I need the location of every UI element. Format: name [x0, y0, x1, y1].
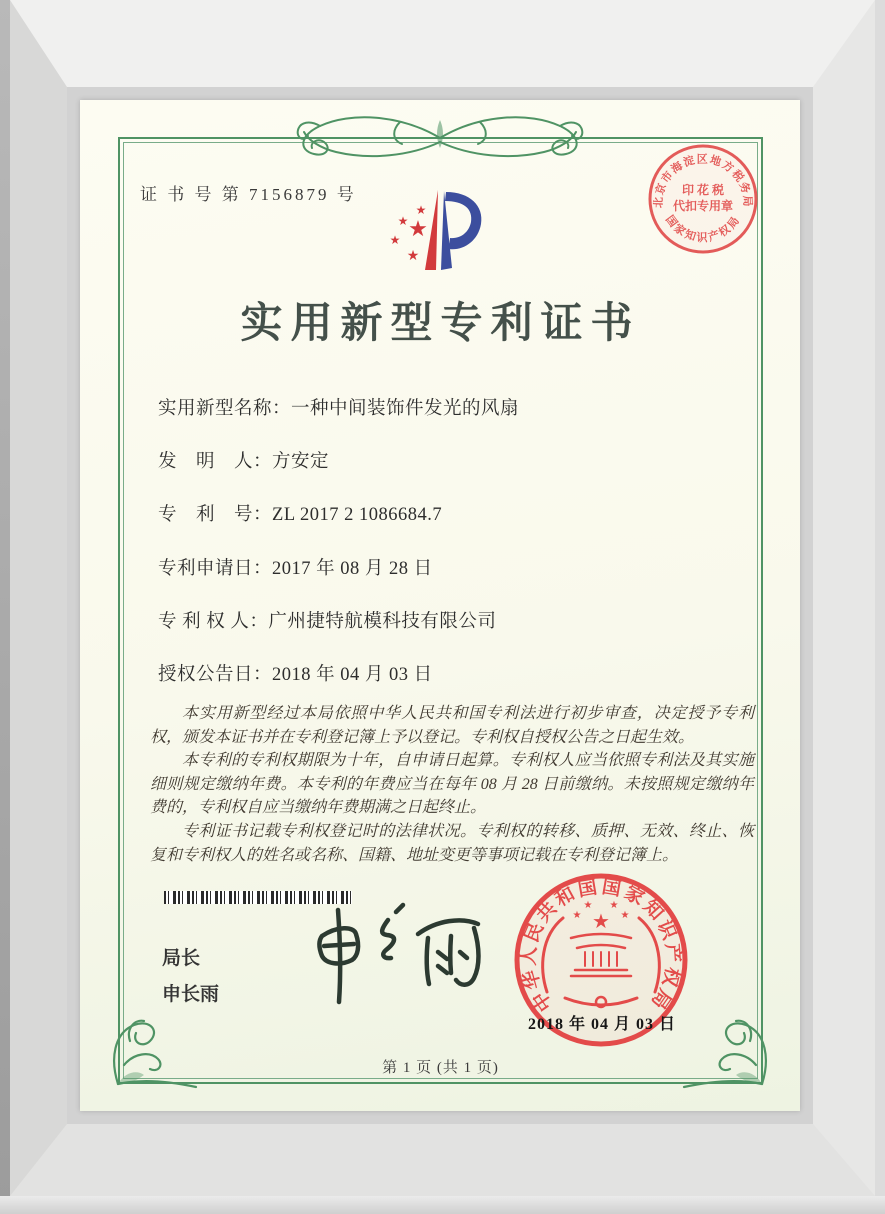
field-row-name — [158, 394, 519, 420]
logo-star-icon: ★ — [406, 249, 420, 264]
field-value: 广州捷特航模科技有限公司 — [268, 612, 497, 632]
photo-left-edge — [0, 0, 10, 1214]
photo-right-edge — [875, 0, 885, 1214]
field-label: 专 利 权 人： — [158, 612, 269, 632]
top-flourish-ornament — [280, 108, 600, 166]
field-label: 授权公告日： — [158, 665, 273, 685]
page-footer: 第 1 页 (共 1 页) — [382, 1060, 499, 1076]
field-label: 发 明 人： — [158, 452, 273, 472]
tax-stamp-center-line2: 代扣专用章 — [672, 199, 734, 213]
cnipa-logo-icon — [368, 176, 532, 290]
field-row-grant-date — [158, 660, 433, 686]
emblem-star-icon: ★ — [620, 910, 630, 921]
picture-frame — [10, 0, 875, 1196]
officer-title: 局长 — [162, 948, 201, 969]
field-row-patentee — [158, 607, 496, 633]
emblem-star-icon: ★ — [572, 910, 582, 921]
bottom-left-flourish-ornament — [100, 995, 210, 1100]
field-label: 实用新型名称： — [158, 399, 292, 419]
tax-stamp-center-line1: 印 花 税 — [681, 183, 725, 197]
legal-paragraph: 专利证书记载专利权登记时的法律状况。专利权的转移、质押、无效、终止、恢复和专利权人的姓名或名称、国籍、地址变更等事项记载在专利登记簿上。 — [150, 822, 754, 864]
logo-star-icon: ★ — [389, 233, 401, 247]
tax-stamp-seal — [646, 142, 760, 256]
logo-star-icon: ★ — [415, 203, 427, 217]
certificate-number: 证 书 号 第 7156879 号 — [140, 185, 357, 204]
field-row-filing-date — [158, 554, 433, 580]
field-value: 方安定 — [272, 452, 330, 472]
field-row-inventor — [158, 447, 329, 473]
field-value: 2017 年 08 月 28 日 — [272, 559, 433, 579]
seal-date: 2018 年 04 月 03 日 — [527, 1016, 676, 1033]
field-label: 专利申请日： — [158, 559, 273, 579]
field-label: 专 利 号： — [158, 505, 273, 525]
emblem-star-icon: ★ — [609, 900, 619, 911]
tax-stamp-bottom-text: 国家知识产权局 — [662, 213, 744, 245]
emblem-star-icon: ★ — [592, 911, 610, 933]
logo-star-icon: ★ — [397, 214, 409, 228]
logo-star-icon: ★ — [408, 216, 428, 241]
seal-ring-text: 中华人民共和国国家知识产权局 — [518, 876, 684, 1015]
officer-name: 申长雨 — [162, 984, 220, 1005]
legal-text-block — [150, 702, 754, 867]
field-row-patent-number — [158, 500, 442, 526]
photo-bottom-edge — [0, 1196, 885, 1214]
legal-paragraph: 本专利的专利权期限为十年，自申请日起算。专利权人应当依照专利法及其实施细则规定缴纳年费。本专利的年费应当在每年 08 月 28 日前缴纳。未按照规定缴纳年费的，专利权自应当缴纳年费期满之日起终止。 — [150, 752, 754, 817]
field-value: 2018 年 04 月 03 日 — [272, 665, 433, 685]
emblem-star-icon: ★ — [583, 900, 593, 911]
field-value: 一种中间装饰件发光的风扇 — [291, 399, 520, 419]
field-value: ZL 2017 2 1086684.7 — [272, 505, 443, 525]
certificate-title: 实用新型专利证书 — [240, 301, 641, 347]
legal-paragraph: 本实用新型经过本局依照中华人民共和国专利法进行初步审查，决定授予专利权，颁发本证书并在专利登记簿上予以登记。专利权自授权公告之日起生效。 — [150, 705, 754, 746]
certificate-paper — [80, 100, 800, 1111]
signature-shen-changyu — [292, 898, 502, 1013]
tax-stamp-top-text: 北京市海淀区地方税务局 — [652, 153, 754, 209]
